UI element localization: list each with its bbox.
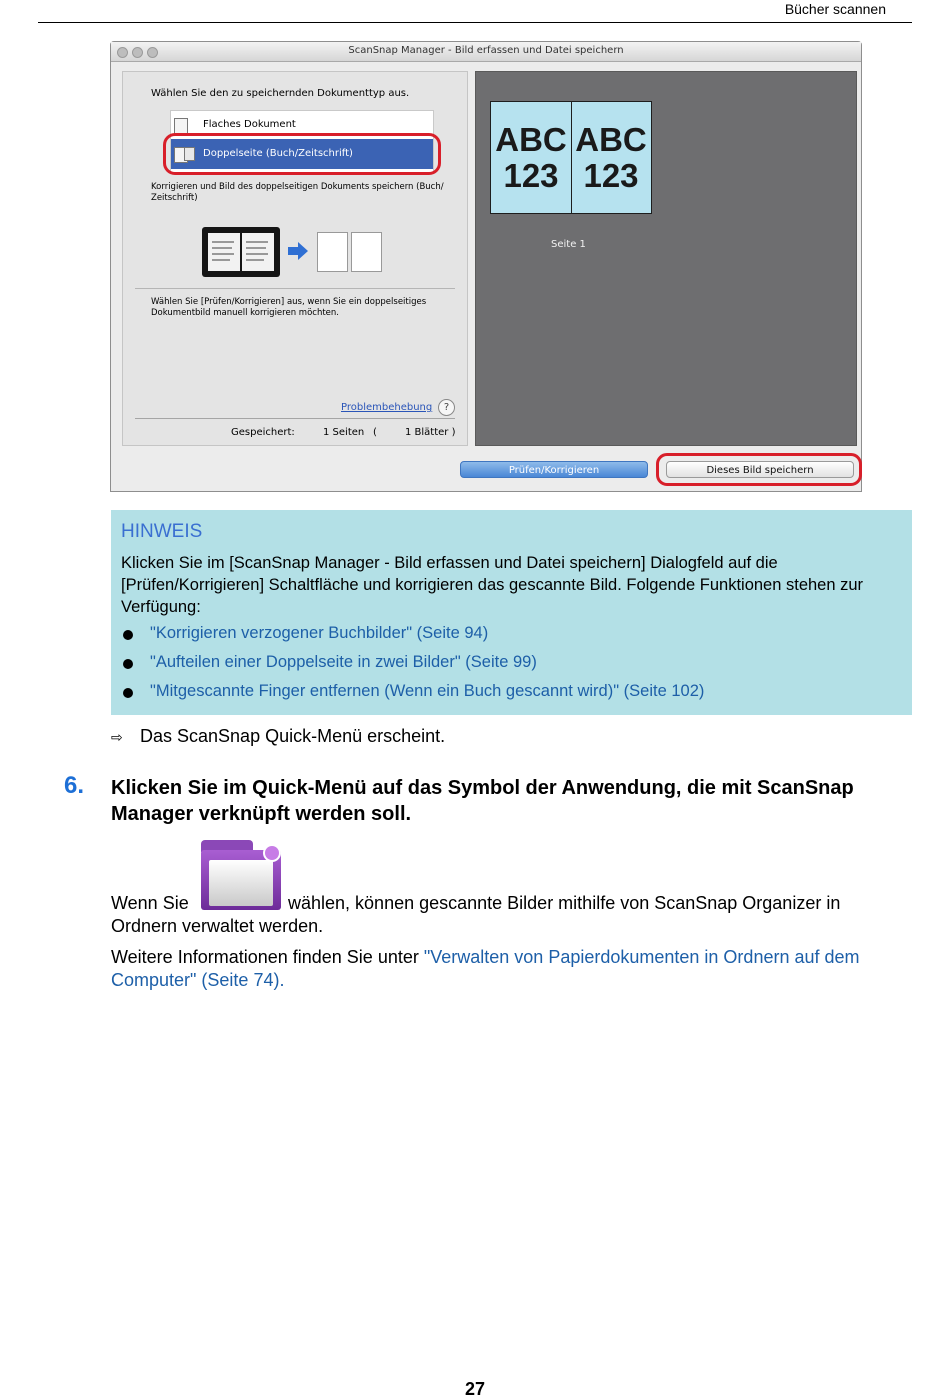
preview-right-text: ABC 123	[575, 121, 647, 194]
more-info-prefix: Weitere Informationen finden Sie unter	[111, 947, 424, 967]
more-info-link[interactable]: "Verwalten von Papierdokumenten in Ordnern auf dem Computer" (Seite 74).	[111, 947, 860, 990]
saved-pages-count: 1 Seiten	[323, 427, 365, 438]
divider	[135, 288, 455, 289]
result-text: Das ScanSnap Quick-Menü erscheint.	[140, 726, 446, 746]
doc-type-label: Flaches Dokument	[203, 119, 296, 130]
result-arrow-icon: ⇨	[111, 729, 123, 745]
doc-type-panel	[122, 71, 468, 446]
page-caption: Seite 1	[551, 239, 586, 250]
page-number: 27	[464, 1379, 486, 1399]
folder-text-before: Wenn Sie	[111, 893, 189, 913]
doc-type-description: Korrigieren und Bild des doppelseitigen Dokuments speichern (Buch/ Zeitschrift)	[151, 182, 444, 203]
preview-thumbnail[interactable]	[490, 101, 652, 214]
double-page-highlight	[163, 133, 441, 175]
note-text: Klicken Sie im [ScanSnap Manager - Bild erfassen und Datei speichern] Dialogfeld auf die [Prüfen/Korrigieren] Schaltfläche und korrigieren das gescannte Bild. Folgende Funktionen stehen zur Verfügung:	[121, 554, 864, 616]
folder-badge-icon	[263, 844, 281, 862]
help-icon[interactable]: ?	[438, 399, 455, 416]
folder-text-after: wählen, können gescannte Bilder mithilfe von ScanSnap Organizer in	[288, 893, 841, 913]
header-rule	[38, 22, 912, 23]
troubleshoot-link[interactable]: Problembehebung	[341, 402, 433, 413]
preview-left-text: ABC 123	[495, 121, 567, 194]
step-instruction: Klicken Sie im Quick-Menü auf das Symbol der Anwendung, die mit ScanSnap Manager verknüpft werden soll.	[111, 777, 854, 825]
folder-text-line2: Ordnern verwaltet werden.	[111, 916, 324, 936]
section-title: Bücher scannen	[784, 1, 886, 17]
window-titlebar	[111, 42, 861, 62]
preview-panel	[475, 71, 857, 446]
scansnap-folder-icon	[197, 840, 285, 912]
note-link-split-pages[interactable]: "Aufteilen einer Doppelseite in zwei Bilder" (Seite 99)	[150, 653, 537, 671]
note-link-remove-fingers[interactable]: "Mitgescannte Finger entfernen (Wenn ein Buch gescannt wird)" (Seite 102)	[150, 682, 705, 700]
note-link-warped-images[interactable]: "Korrigieren verzogener Buchbilder" (Seite 94)	[150, 624, 489, 642]
open-book-illustration	[202, 227, 280, 277]
doc-type-prompt: Wählen Sie den zu speichernden Dokumenttyp aus.	[151, 88, 410, 99]
saved-paren: (	[373, 427, 377, 438]
review-correct-button[interactable]: Prüfen/Korrigieren	[460, 461, 648, 478]
doc-type-label: Doppelseite (Buch/Zeitschrift)	[203, 148, 353, 159]
save-button-highlight	[656, 453, 862, 486]
flat-document-icon	[174, 118, 188, 134]
folder-paper	[209, 860, 273, 906]
more-info-paragraph	[111, 946, 911, 992]
arrow-right-icon	[287, 240, 309, 262]
window-title: ScanSnap Manager - Bild erfassen und Datei speichern	[348, 45, 624, 56]
save-image-button[interactable]: Dieses Bild speichern	[666, 461, 854, 478]
scansnap-dialog-window	[110, 41, 862, 492]
split-pages-illustration	[317, 232, 385, 274]
bullet-icon	[123, 630, 133, 640]
note-title: HINWEIS	[121, 521, 203, 542]
bullet-icon	[123, 659, 133, 669]
step-number: 6.	[64, 772, 85, 799]
bullet-icon	[123, 688, 133, 698]
saved-sheets-count: 1 Blätter )	[405, 427, 456, 438]
correct-hint: Wählen Sie [Prüfen/Korrigieren] aus, wenn Sie ein doppelseitiges Dokumentbild manuell korrigieren möchten.	[151, 297, 427, 318]
saved-label: Gespeichert:	[231, 427, 295, 438]
note-box	[111, 510, 912, 715]
divider	[135, 418, 455, 419]
